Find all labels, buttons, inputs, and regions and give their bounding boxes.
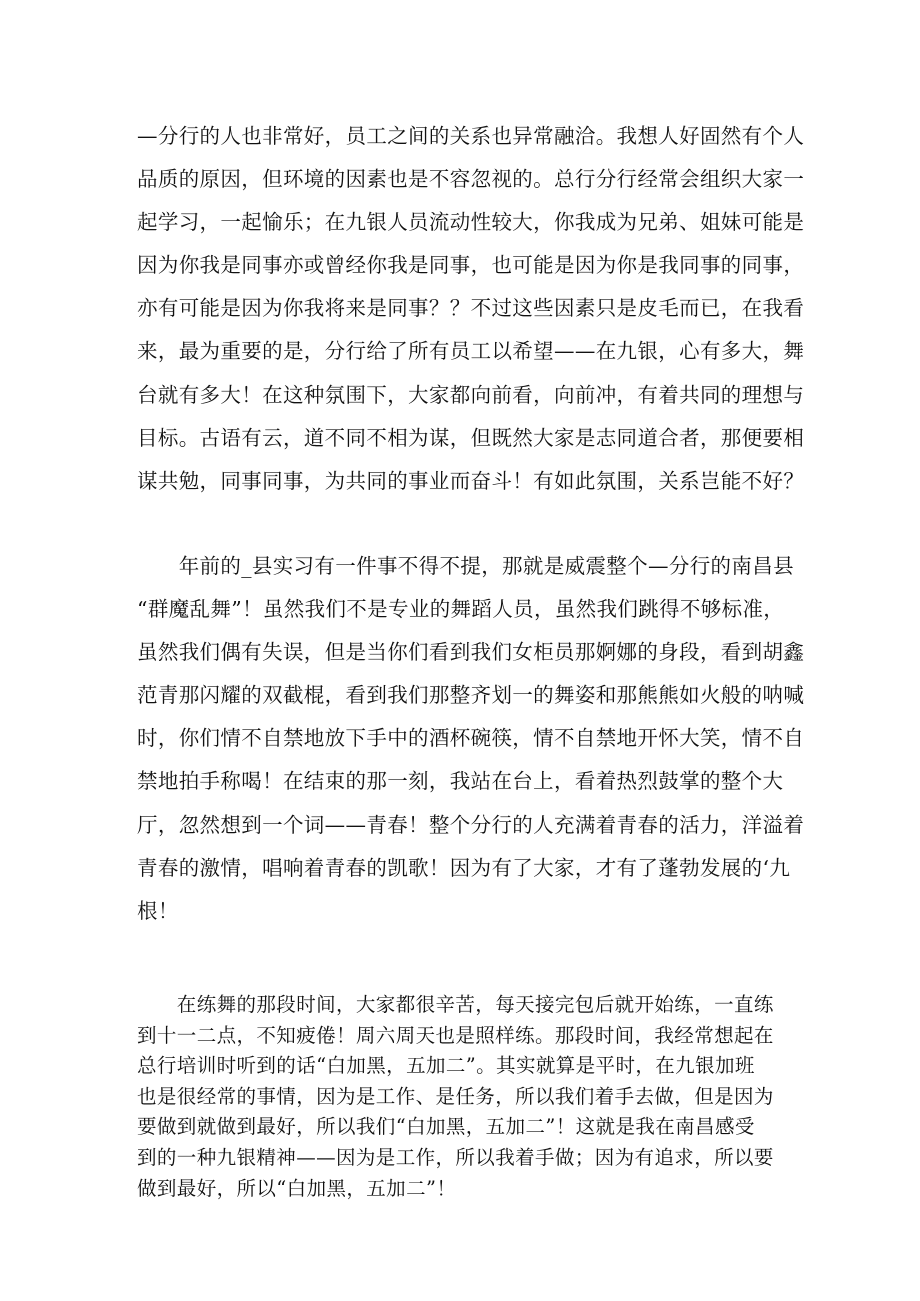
- text-line: 因为你我是同事亦或曾经你我是同事，也可能是因为你是我同事的同事，: [137, 253, 805, 278]
- text-line: 总行培训时听到的话“白加黑，五加二”。其实就算是平时，在九银加班: [137, 1054, 755, 1078]
- text-line: 亦有可能是因为你我将来是同事？？不过这些因素只是皮毛而已，在我看: [137, 296, 805, 321]
- text-line: 到十一二点，不知疲倦！周六周天也是照样练。那段时间，我经常想起在: [137, 1023, 774, 1047]
- paragraph-3: [137, 990, 783, 1204]
- text-line: —分行的人也非常好，员工之间的关系也异常融洽。我想人好固然有个人: [137, 124, 805, 148]
- text-line: 也是很经常的事情，因为是工作、是任务，所以我们着手去做，但是因为: [137, 1084, 774, 1108]
- paragraph-2: [137, 545, 805, 933]
- text-line: 禁地拍手称喝！在结束的那一刻，我站在台上，看着热烈鼓掌的整个大: [137, 769, 784, 794]
- paragraph-1: [137, 115, 805, 503]
- text-line: 虽然我们偶有失误，但是当你们看到我们女柜员那婀娜的身段，看到胡鑫: [137, 640, 805, 665]
- text-line: 时，你们情不自禁地放下手中的酒杯碗筷，情不自禁地开怀大笑，情不自: [137, 726, 805, 751]
- text-line: 品质的原因，但环境的因素也是不容忽视的。总行分行经常会组织大家一: [137, 167, 805, 192]
- text-line: 到的一种九银精神——因为是工作，所以我着手做；因为有追求，所以要: [137, 1145, 774, 1169]
- text-line: 厅，忽然想到一个词——青春！整个分行的人充满着青春的活力，洋溢着: [137, 812, 805, 837]
- text-line: 做到最好，所以“白加黑，五加二”！: [137, 1176, 457, 1200]
- text-line: 要做到就做到最好，所以我们“白加黑，五加二”！这就是我在南昌感受: [137, 1115, 755, 1139]
- text-line: 青春的激情，唱响着青春的凯歌！因为有了大家，才有了蓬勃发展的‘九: [137, 855, 791, 880]
- text-line: 根！: [137, 898, 179, 923]
- text-line: “群魔乱舞”！虽然我们不是专业的舞蹈人员，虽然我们跳得不够标准，: [137, 597, 785, 622]
- text-line: 谋共勉，同事同事，为共同的事业而奋斗！有如此氛围，关系岂能不好？: [137, 468, 805, 493]
- text-line: 范青那闪耀的双截棍，看到我们那整齐划一的舞姿和那熊熊如火般的呐喊: [137, 683, 805, 708]
- text-line: 台就有多大！在这种氛围下，大家都向前看，向前冲，有着共同的理想与: [137, 382, 805, 407]
- text-line: 在练舞的那段时间，大家都很辛苦，每天接完包后就开始练，一直练: [137, 993, 774, 1016]
- text-line: 来，最为重要的是，分行给了所有员工以希望——在九银，心有多大，舞: [137, 339, 805, 364]
- text-line: 起学习，一起愉乐；在九银人员流动性较大，你我成为兄弟、姐妹可能是: [137, 210, 805, 235]
- text-line: 目标。古语有云，道不同不相为谋，但既然大家是志同道合者，那便要相: [137, 425, 805, 450]
- text-line: 年前的_县实习有一件事不得不提，那就是威震整个—分行的南昌县: [137, 554, 794, 578]
